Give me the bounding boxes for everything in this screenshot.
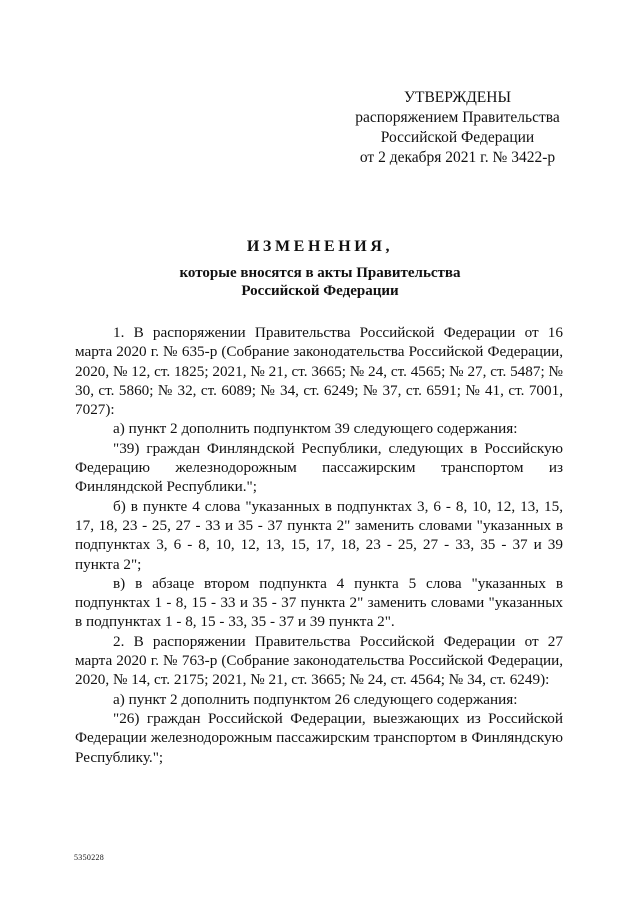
paragraph-2a: а) пункт 2 дополнить подпунктом 26 следующего содержания: (113, 690, 518, 708)
approval-heading: УТВЕРЖДЕНЫ (404, 89, 511, 106)
document-subtitle-line1: которые вносятся в акты Правительства (179, 265, 461, 281)
paragraph-2: 2. В распоряжении Правительства Российской Федерации от 27 марта 2020 г. № 763-р (Собрание законодательства Российской Федерации, 2020, № 14, ст. 2175; 2021, № 21, ст. 3665; № 24, ст. 4564; № 34, ст. 6249): (75, 632, 563, 689)
paragraph-1a-text: "39) граждан Финляндской Республики, следующих в Российскую Федерацию железнодорожным пассажирским транспортом из Финляндской Республики."; (75, 439, 563, 496)
document-subtitle-line2: Российской Федерации (241, 283, 399, 299)
paragraph-2a-text: "26) граждан Российской Федерации, выезжающих из Российской Федерации железнодорожным пассажирским транспортом в Финляндскую Республику."; (75, 709, 563, 766)
approval-authority: Российской Федерации (380, 129, 535, 146)
approval-block (330, 88, 585, 168)
approval-by-order: распоряжением Правительства (355, 109, 560, 126)
document-title: ИЗМЕНЕНИЯ, (246, 238, 394, 255)
paragraph-1c: в) в абзаце втором подпункта 4 пункта 5 слова "указанных в подпунктах 1 - 8, 15 - 33 и 35 - 37 пункта 2" заменить словами "указанных в подпунктах 1 - 8, 15 - 33, 35 - 37 и 39 пункта 2". (75, 574, 563, 631)
document-code: 5350228 (74, 853, 105, 862)
paragraph-1: 1. В распоряжении Правительства Российской Федерации от 16 марта 2020 г. № 635-р (Собрание законодательства Российской Федерации, 2020, № 12, ст. 1825; 2021, № 21, ст. 3665; № 24, ст. 4565; № 27, ст. 5487; № 30, ст. 5860; № 32, ст. 6089; № 34, ст. 6249; № 37, ст. 6591; № 41, ст. 7001, 7027): (75, 324, 563, 419)
paragraph-1b: б) в пункте 4 слова "указанных в подпунктах 3, 6 - 8, 10, 12, 13, 15, 17, 18, 23 - 25, 27 - 33 и 35 - 37 пункта 2" заменить словами "указанных в подпунктах 3, 6 - 8, 10, 12, 13, 15, 17, 18, 23 - 25, 27 - 33, 35 - 37 и 39 пункта 2"; (75, 497, 563, 573)
paragraph-1a: а) пункт 2 дополнить подпунктом 39 следующего содержания: (113, 420, 518, 438)
document-body (75, 323, 563, 767)
approval-date-number: от 2 декабря 2021 г. № 3422-р (359, 149, 556, 166)
